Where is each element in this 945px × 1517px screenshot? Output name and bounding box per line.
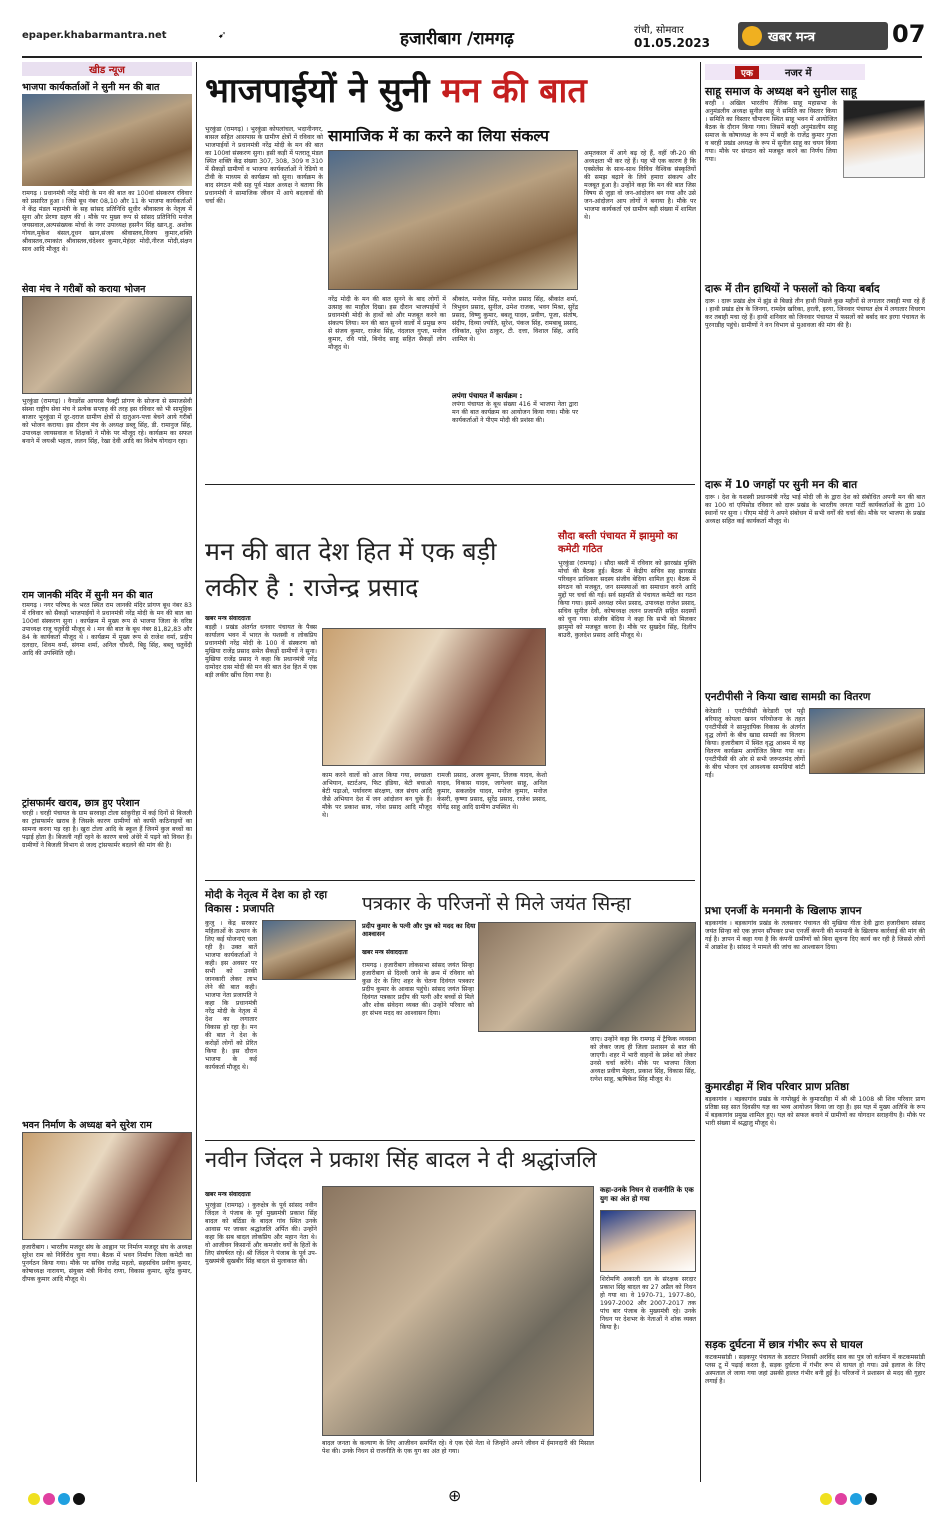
story-body: केरेडारी । एनटीपीसी केरेडारी एवं पट्टी बरियातू कोयला खनन परियोजना के तहत एनटीपीसी ने सामुदायिक विकास के अंतर्गत वृद्ध लोगों के बीच खाद्य सामग्री का वितरण किया। हजारीबाग में स्थित वृद्ध आश्रम में यह वितरण कार्यक्रम आयोजित किया गया था। एनटीपीसी की ओर से सभी जरूरतमंद लोगों के बीच भोजन एवं आवश्यक सामग्रियां बांटी गईं। <box>705 708 805 779</box>
section-tag-b: नजर में <box>785 68 812 79</box>
story2-body-col3: रामजी प्रसाद, अजय कुमार, तिलक यादव, केशो यादव, विकास यादव, जागेश्वर साहू, अनिल कुमार, सकलदेव यादव, मनोज कुमार, मनोज केसरी, कृष्णा प्रसाद, सुरेंद्र प्रसाद, राजेश प्रसाद, योगेंद्र साहू आदि ग्रामीण उपस्थित थे। <box>437 772 547 811</box>
lead-headline <box>205 62 695 120</box>
journalist-body: रामगढ़ । हजारीबाग लोकसभा सांसद जयंत सिन्हा हजारीबाग से दिल्ली जाने के क्रम में रविवार को कुछ देर के लिए शहर के चेतना दिवंगत पत्रकार प्रदीप कुमार के आवास पहुंचे। सांसद जयंत सिन्हा दिवंगत पत्रकार प्रदीप की पत्नी और बच्चों से मिले और शोक संवेदना व्यक्त की। उन्होंने परिवार को हर संभव मदद का आश्वासन दिया। <box>362 962 474 1017</box>
story-body-cont <box>705 778 925 900</box>
registration-dot <box>865 1493 877 1505</box>
modi-story-body-cont <box>205 984 357 1134</box>
story-body: भुरकुंडा (रामगढ़) । वैनडरेंस आयरस फैक्ट्री प्रांगण के सोजना से समाजसेवी संस्था राष्ट्रीय सेवा मंच ने प्रत्येक सप्ताह की तरह इस रविवार को भी सामूहिक बाजार भुरकुंडा में दूर-दराज ग्रामीण क्षेत्रों से दातुअन-पत्ता बेचने आये गरीबों को भोजन कराया। इस दौरान मंच के अध्यक्ष डब्लू सिंह, डी. रामानुज सिंह, उपाध्यक्ष जायसवाल व शिक्षकों ने मौके पर मौजूद रहे। कार्यक्रम का सफल बनाने में जयश्री भहता, ललन सिंह, रेखा देवी आदि का विशेष योगदान रहा। <box>22 398 192 445</box>
jmm-story-body: भुरकुंडा (रामगढ़) । सौदा बस्ती में रविवार को झारखंड मुक्ति मोर्चा की बैठक हुई। बैठक में केंद्रीय सचिव सह झारखंड परिवहन प्राधिकार सदस्य संजीव बेदिया शामिल हुए। बैठक में संगठन को मजबूत, जन समस्याओं का समाधान करने आदि मुद्दों पर चर्चा की गई। सर्व सहमति से पंचायत कमेटी का गठन किया गया। इसमें अध्यक्ष रमेश प्रसाद, उपाध्यक्ष राजेश प्रसाद, सचिव सुनील देवी, कोषाध्यक्ष ललन प्रजापति सहित सदस्यों को चुना गया। संजीव बेदिया ने कहा कि सभी को मिलकर झामुमो को मजबूत करना है। मौके पर सुखदेव सिंह, दिलीप बाउरी, कुलदेश प्रसाद आदि मौजूद थे। <box>558 560 696 639</box>
story-body: बरही । अखिल भारतीय तैलिक साहू महासभा के अनुमंडलीय अध्यक्ष सुनील साहू ने समिति का विस्तार किया । समिति का विस्तार चौपारण स्थित साहू भवन में आयोजित बैठक के दौरान किया गया। जिसमें बरही अनुमंडलीय साहू समाज के कोषाध्यक्ष के रूप में बरही के राजेंद्र कुमार गुप्ता व बरही प्रखंड अध्यक्ष के रूप में सुनील साहू का चयन किया गया। मौके पर संगठन को मजबूत करने का निर्णय लिया गया। <box>705 100 837 163</box>
site-url[interactable]: epaper.khabarmantra.net <box>22 30 167 41</box>
lead-body-col1: भुरकुंडा (रामगढ़) । भुरकुंडा कोयलांचल, भदानीनगर, बासल सहित आसपास के ग्रामीण क्षेत्रों में रविवार को भाजपाईयों ने प्रधानमंत्री नरेंद्र मोदी के मन की बात का 100वां संस्करण सुना। इसी कड़ी में पतरातू मंडल स्थित शक्ति केंद्र संख्या 307, 308, 309 व 310 में सैकड़ों ग्रामीणों व भाजपा कार्यकर्ताओं ने रेडियो व टीवी के माध्यम से कार्यक्रम को सुना। कार्यक्रम के बाद संगठन मंत्री सह पूर्व मंडल अध्यक्ष ने बताया कि प्रधानमंत्री ने सामाजिक जीवन में आये बदलावों की चर्चा की। <box>205 126 323 205</box>
registration-dot <box>73 1493 85 1505</box>
tribute-body-col2: शिरोमणि अकाली दल के संरक्षक सरदार प्रकाश सिंह बादल का 27 अप्रैल को निधन हो गया था। वे 1970-71, 1977-80, 1997-2002 और 2007-2017 तक पांच बार पंजाब के मुख्यमंत्री रहे। उनके निधन पर देशभर के नेताओं ने शोक व्यक्त किया है। <box>600 1276 696 1331</box>
story-title: राम जानकी मंदिर में सुनी मन की बात <box>22 590 153 601</box>
headline-part-b: मन की बात <box>441 71 587 111</box>
story-body: चरही । चरही पंचायत के ग्राम सरवाहा टोला सांकुरीहा में कई दिनों से बिजली का ट्रांसफार्मर खराब है जिसके कारण ग्रामीणों को काफी कठिनाइयों का सामना करना पड़ रहा है। खुरा टोला आदि के स्कूल हैं जिनमें कुल बच्चों का पढ़ाई होता है। बिजली नहीं रहने के कारण बच्चे अंधेरे में पढ़ने को विवश हैं। ग्रामीणों ने बिजली विभाग से जल्द ट्रांसफार्मर बदलने की मांग की है। <box>22 810 192 849</box>
section-band: खीड न्यूज <box>22 62 192 76</box>
story-photo <box>22 296 192 394</box>
journalist-body-cont: जाए। उन्होंने कहा कि रामगढ़ में ट्रैफिक व्यवस्था को लेकर जल्द ही जिला प्रशासन से बात की जाएगी। शहर में भारी वाहनों के प्रवेश को लेकर उनसे चर्चा करेंगे। मौके पर भाजपा जिला अध्यक्ष प्रवीण मेहता, प्रकाश सिंह, विकास सिंह, रत्नेश साहू, ऋषिकेश सिंह मौजूद थे। <box>590 1036 696 1083</box>
issue-date: 01.05.2023 <box>634 36 710 50</box>
story-body: बड़कागांव । बड़कागांव प्रखंड के नापोखुर्द के कुमारडीहा में श्री श्री 1008 श्री शिव परिवार प्राण प्रतिष्ठा सह सात दिवसीय यज्ञ का भव्य आयोजन किया जा रहा है। इस यज्ञ में मुख्य अतिथि के रूप में बड़कागांव प्रमुख शामिल हुए। यज्ञ को सफल बनाने में ग्रामीणों का योगदान सराहनीय है। मौके पर भारी संख्या में श्रद्धालु मौजूद थे। <box>705 1096 925 1127</box>
page-number: 07 <box>892 20 926 48</box>
color-registration-marks <box>820 1490 930 1504</box>
headline-part-a: भाजपाईयों ने सुनी <box>205 71 442 111</box>
story-title: सेवा मंच ने गरीबों को कराया भोजन <box>22 284 146 295</box>
story-title: दारू में 10 जगहों पर सुनी मन की बात <box>705 479 858 491</box>
column-divider <box>196 62 197 1482</box>
story-title: एनटीपीसी ने किया खाद्य सामग्री का वितरण <box>705 691 871 703</box>
tribute-body-col3: बादल जनता के कल्याण के लिए आजीवन समर्पित रहे। वे एक ऐसे नेता थे जिन्होंने अपने जीवन में ईमानदारी की मिसाल पेश की। उनके निधन से राजनीति के एक युग का अंत हो गया। <box>322 1440 594 1455</box>
tribute-body: भुरकुंडा (रामगढ़) । कुरुक्षेत्र के पूर्व सांसद नवीन जिंदल ने पंजाब के पूर्व मुख्यमंत्री प्रकाश सिंह बादल को बठिंडा के बादल गांव स्थित उनके आवास पर जाकर श्रद्धांजलि अर्पित की। उन्होंने कहा कि सब बादल लोकप्रिय और महान नेता थे। वो आजीवन किसानों और कमजोर वर्गों के हितों के लिए संघर्षरत रहे। श्री जिंदल ने पंजाब के पूर्व उप-मुख्यमंत्री सुखबीर सिंह बादल से मुलाकात की। <box>205 1202 317 1265</box>
brand-emblem-icon <box>742 26 762 46</box>
registration-dot <box>58 1493 70 1505</box>
story-body: दारू । देश के यशस्वी प्रधानमंत्री नरेंद्र भाई मोदी जी के द्वारा देश को संबोधित अपनी मन की बात का 100 वां एपिसोड रविवार को दारू प्रखंड के भारतीय जनता पार्टी कार्यकर्ताओं के द्वारा 10 स्थानों पर सुना । पीएम मोदी ने अपने संबोधन में सभी वर्गों की चर्चा की। मौके पर भाजपा के प्रखंड अध्यक्ष सहित कई कार्यकर्ता मौजूद थे। <box>705 494 925 525</box>
section-tag-a: एक <box>735 66 759 79</box>
registration-dot <box>43 1493 55 1505</box>
story-title: सड़क दुर्घटना में छात्र गंभीर रूप से घायल <box>705 1339 863 1351</box>
tribute-photo <box>322 1186 594 1436</box>
brand-name: खबर मन्त्र <box>768 30 816 45</box>
story-photo <box>809 708 925 774</box>
lead-body-text: श्रीकांत, मनोज सिंह, मनोज प्रसाद सिंह, श्रीकांत शर्मा, त्रिभुवन प्रसाद, सुनील, उमेश राजक, भवन मिश्रा, सुरेंद्र प्रसाद, विष्णु कुमार, बबलू यादव, प्रवीण, पूजा, संतोष, संदीप, दिव्या ज्योति, सुरेश, पंकज सिंह, रामबाबू प्रसाद, रविकांत, सुरेश ठाकुर, टी. दत्ता, विशाल सिंह, आदि शामिल थे। <box>452 296 578 343</box>
tribute-portrait <box>600 1210 696 1272</box>
tribute-byline: खबर मन्त्र संवाददाता <box>205 1191 251 1198</box>
lead-body-col2: नरेंद्र मोदी के मन की बात सुनने के बाद लोगों में उत्साह का माहौल दिखा। इस दौरान भाजपाईयों ने प्रधानमंत्री मोदी के हाथों को और मजबूत करने का संकल्प लिया। मन की बात सुनने वालों में प्रमुख रूप से संजय कुमार, राजेश सिंह, नंदलाल गुप्ता, मनोज कुमार, रवि पांडे, बिनोद साहू सहित सैकड़ों लोग मौजूद थे। <box>328 296 446 351</box>
journalist-byline: खबर मन्त्र संवाददाता <box>362 949 408 956</box>
story2-photo <box>322 628 546 766</box>
story-photo <box>22 1132 192 1240</box>
lead-photo <box>328 150 578 290</box>
masthead <box>22 20 926 58</box>
modi-story-photo <box>262 920 356 980</box>
jmm-story-title: सौदा बस्ती पंचायत में झामुमो का कमेटी गठित <box>558 531 678 555</box>
story-title: दारू में तीन हाथियों ने फसलों को किया बर्बाद <box>705 283 880 295</box>
lead-subsection-title: लपंगा पंचायत में कार्यक्रम : <box>452 392 523 400</box>
story-body: हजारीबाग । भारतीय मजदूर संघ के आह्वान पर निर्माण मजदूर संघ के अध्यक्ष सुरेश राम को निर्विरोध चुना गया। बैठक में भवन निर्माण जिला कमेटी का पुनर्गठन किया गया। मौके पर सचिव राजेंद्र महतो, सहसचिव प्रवीण कुमार, कोषाध्यक्ष नारायण, संयुक्त मंत्री विनोद राणा, विकास कुमार, सुरेंद्र कुमार, दीपक कुमार आदि मौजूद थे। <box>22 1244 192 1283</box>
journalist-photo <box>478 922 696 1032</box>
journalist-caption: प्रदीप कुमार के पत्नी और पुत्र को मदद का दिया आश्वासन <box>362 922 476 938</box>
registration-dot <box>835 1493 847 1505</box>
story-divider <box>205 1140 695 1141</box>
right-column <box>705 62 925 1482</box>
story-title: प्रभा एनर्जी के मनमानी के खिलाफ ज्ञापन <box>705 905 862 917</box>
story-title: कुमारडीहा में शिव परिवार प्राण प्रतिष्ठा <box>705 1081 849 1093</box>
story-body-cont <box>705 178 925 274</box>
brand-logo <box>738 22 888 50</box>
lead-body-col3 <box>452 296 578 476</box>
story2-headline: मन की बात देश हित में एक बड़ी लकीर है : राजेन्द्र प्रसाद <box>205 537 497 602</box>
story-title: साहू समाज के अध्यक्ष बने सुनील साहू <box>705 85 857 98</box>
registration-dot <box>28 1493 40 1505</box>
story-body: रामगढ़ । प्रधानमंत्री नरेंद्र मोदी के मन की बात का 100वां संस्करण रविवार को प्रसारित हुआ । जिसे बूथ नंबर 08,10 और 11 के भाजपा कार्यकर्ताओं ने केंद्र मंडल महामंत्री के सह सांसद प्रतिनिधि सुधीर श्रीवास्तव के नेतृत्व में सुना और प्रेरणा ग्रहण की । मौके पर मुख्य रूप से सांसद प्रतिनिधि मनोज जयसवाल,अल्पसंख्यक मोर्चा के नगर उपाध्यक्ष हसनैन सिंह खान,हु. अशोक गोयल,मुकेश बंसल,दूधन खान,संजय श्रीवास्तव,विजय कुमार,शक्ति श्रीवास्तव,रमाकांत श्रीवास्तव,चंदेश्वर कुमार,मेहंदर मोदी,नीरज मोदी,संक्षन साव आदि मौजूद थे। <box>22 190 192 253</box>
crosshair-icon: ⊕ <box>448 1486 462 1505</box>
story-body: कटकमसांडी । सड़कपुर पंचायत के डराटार निवासी अरविंद साव का पुत्र जो वर्तमान में कटकमसांडी प्लस टू में पढ़ाई करता है, सड़क दुर्घटना में गंभीर रूप से घायल हो गया। उसे इलाज के लिए अस्पताल ले जाया गया जहां उसकी हालत गंभीर बनी हुई है। परिजनों ने प्रशासन से मदद की गुहार लगाई है। <box>705 1354 925 1385</box>
story2-body-col2: काम करने वालों को आज किया गया, स्वच्छता अभियान, स्टार्टअप, फिट इंडिया, बेटी बचाओ बेटी पढ़ाओ, पर्यावरण संरक्षण, जल संचय आदि जैसे अभियान देश में जन आंदोलन बन चुके हैं। मौके पर प्रकाश साव, नरेश प्रसाद आदि मौजूद थे। <box>322 772 432 819</box>
story-title: भाजपा कार्यकर्ताओं ने सुनी मन की बात <box>22 82 160 93</box>
registration-dot <box>820 1493 832 1505</box>
column-divider <box>700 62 701 1482</box>
lead-body-text: लपंगा पंचायत के बूथ संख्या 416 में भाजपा नेता द्वारा मन की बात कार्यक्रम का आयोजन किया गया। मौके पर कार्यकर्ताओं ने पीएम मोदी की प्रशंसा की। <box>452 401 578 424</box>
cursor-icon: ➹ <box>218 30 227 41</box>
story-photo <box>22 94 192 186</box>
section-tag <box>705 64 865 80</box>
edition-title: हजारीबाग /रामगढ़ <box>400 29 514 49</box>
story-title: ट्रांसफार्मर खराब, छात्र हुए परेशान <box>22 798 140 809</box>
story-divider <box>205 880 695 881</box>
story-divider <box>205 484 695 485</box>
modi-story-title: मोदी के नेतृत्व में देश का हो रहा विकास : प्रजापति <box>205 889 328 915</box>
tribute-caption: कहा-उनके निधन से राजनीति के एक युग का अंत हो गया <box>600 1186 694 1203</box>
story2-byline: खबर मन्त्र संवाददाता <box>205 615 251 622</box>
lead-body-col4: अमृतकाल में आगे बढ़ रहे हैं, वहीं जी-20 की अध्यक्षता भी कर रहे हैं। यह भी एक कारण है कि एक्सेलेंस के साथ-साथ विविध वैश्विक संस्कृतियों की समझ बढ़ाने के लिये हमारा संकल्प और मजबूत हुआ है। उन्होंने कहा कि मन की बात जिस विषय से जुड़ा वो जन-आंदोलन बन गया और उसे जन-आंदोलन आप लोगों ने बनाया है। मौके पर भाजपा कार्यकर्ता एवं ग्रामीण बड़ी संख्या में शामिल थे। <box>584 150 696 221</box>
story2-body-col1: बड़ही । प्रखंड अंतर्गत धनवार पंचायत के पैक्स कार्यालय भवन में भारत के यशस्वी व लोकप्रिय प्रधानमंत्री नरेंद्र मोदी के 100 वें संस्करण को मुखिया राजेंद्र प्रसाद समेत सैकड़ों ग्रामीणों ने सुना। मुखिया राजेंद्र प्रसाद ने कहा कि प्रधानमंत्री नरेंद्र दामोदर दास मोदी की मन की बात देश हित में एक बड़ी लकीर खींच दिया गया है। <box>205 624 317 679</box>
modi-story-body: कुजु । केंद्र सरकार महिलाओं के उत्थान के लिए कई योजनाएं चला रही है। उक्त बातें भाजपा कार्यकर्ताओं ने कही। इस अवसर पर सभी को उनकी जानकारी लेकर लाभ लेने की बात कही। भाजपा नेता प्रजापति ने कहा कि प्रधानमंत्री नरेंद्र मोदी के नेतृत्व में देश का लगातार विकास हो रहा है। मन की बात ने देश के करोड़ों लोगों को प्रेरित किया है। इस दौरान भाजपा के कई कार्यकर्ता मौजूद थे। <box>205 920 257 1071</box>
story-body: रामगढ़ । नगर परिषद के भरत स्थित राम जानकी मंदिर प्रांगण बूथ नंबर 83 में रविवार को सैकड़ों भाजपाईयों ने प्रधानमंत्री नरेंद्र मोदी के मन की बात का 100वां संस्करण सुना । कार्यक्रम में मुख्य रूप से भाजपा जिला के वरिष्ठ उपाध्यक्ष राजू चतुर्वेदी मौजूद थे । मन की बात के बूथ नंबर 81,82,83 और 84 के कार्यकर्ता मौजूद थे । कार्यक्रम में मुख्य रूप से राजेश वर्मा, प्रदीप दलदार, शिवम वर्मा, संगमा शर्मा, अनिल चौधरी, बिट्टू सिंह, बब्लू चतुर्वेदी आदि की उपस्थिति रही। <box>22 602 192 657</box>
story-body: बड़कागांव । बड़कागांव प्रखंड के तलसवार पंचायत की मुखिया गीता देवी द्वारा हजारीबाग सांसद जयंत सिन्हा को एक ज्ञापन सौंपकर प्रभा एनर्जी कंपनी की मनमानी के खिलाफ कार्रवाई की मांग की गई है। ज्ञापन में कहा गया है कि कंपनी ग्रामीणों को बिना सूचना दिए कार्य कर रही है जिससे लोगों में आक्रोश है। सांसद ने मामले की जांच का आश्वासन दिया। <box>705 920 925 951</box>
lead-subhead: सामाजिक में का करने का लिया संकल्प <box>328 127 549 145</box>
story-body: दारू । दारू प्रखंड क्षेत्र में झुंड से बिछड़े तीन हाथी पिछले कुछ महीनों से लगातार तबाही मचा रहे हैं । हाथी प्रखंड क्षेत्र के जिनगा, रामदेव खरिका, हरली, इरगा, जिनवार पंचायत क्षेत्र में लगातार विचरण कर तबाही मचा रहे हैं। हाथी शनिवार को जिनवार पंचायत में फसलों को बर्बाद कर इरगा पंचायत के पुरनाडीह पहुंचे। ग्रामीणों ने वन विभाग से मुआवजा की मांग की है। <box>705 298 925 329</box>
journalist-story-title: पत्रकार के परिजनों से मिले जयंत सिन्हा <box>362 893 631 915</box>
story-title: भवन निर्माण के अध्यक्ष बने सुरेश राम <box>22 1120 152 1131</box>
person-photo <box>843 100 925 178</box>
registration-dot <box>850 1493 862 1505</box>
city-day: रांची, सोमवार <box>634 25 684 36</box>
tribute-story-title: नवीन जिंदल ने प्रकाश सिंह बादल ने दी श्रद्धांजलि <box>205 1148 597 1173</box>
color-registration-marks <box>28 1490 148 1504</box>
left-column <box>22 62 192 1482</box>
